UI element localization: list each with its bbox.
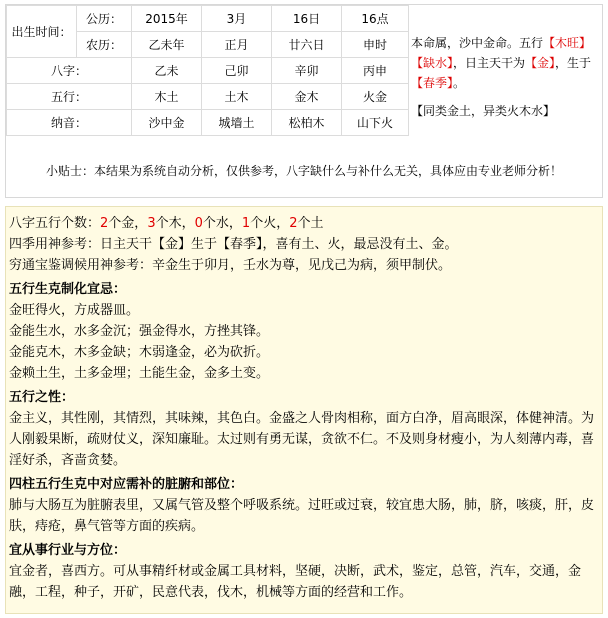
bazi-info-panel <box>5 4 603 198</box>
qiongtong-reference: 穷通宝鉴调候用神参考：辛金生于卯月，壬水为尊，见戊己为病，须甲制伏。 <box>9 258 452 273</box>
table-cell: 己卯 <box>202 58 272 84</box>
count-number: 1 <box>241 216 251 231</box>
table-row <box>7 84 409 110</box>
table-cell: 16日 <box>272 6 342 32</box>
row-label: 八字： <box>7 58 132 84</box>
table-cell: 廿六日 <box>272 32 342 58</box>
row-label: 五行： <box>7 84 132 110</box>
row-label: 农历： <box>77 32 132 58</box>
count-prefix: 八字五行个数： <box>9 216 101 231</box>
table-cell: 2015年 <box>132 6 202 32</box>
count-number: 2 <box>100 216 109 231</box>
section-heading: 五行之性： <box>9 390 75 405</box>
table-cell: 乙未 <box>132 58 202 84</box>
count-number: 0 <box>194 216 203 231</box>
table-cell: 乙未年 <box>132 32 202 58</box>
element-count <box>6 213 602 234</box>
birth-table <box>6 5 409 136</box>
analysis-text: 本命属，沙中金命。五行 <box>411 36 544 50</box>
table-row <box>7 110 409 136</box>
analysis-content <box>5 206 603 614</box>
table-cell: 正月 <box>202 32 272 58</box>
table-cell: 申时 <box>342 32 409 58</box>
rule-line: 金能克木，木多金缺；木弱逢金，必为砍折。 <box>9 345 270 360</box>
table-cell: 金木 <box>272 84 342 110</box>
table-cell: 3月 <box>202 6 272 32</box>
wood-strong-tag: 【木旺】 <box>543 36 592 50</box>
nature-paragraph: 金主义，其性刚，其情烈，其味辣，其色白。金盛之人骨肉相称，面方白净，眉高眼深，体健神清。为人刚毅果断，疏财仗义，深知廉耻。太过则有勇无谋，贪欲不仁。不及则身材瘦小，为人刻薄内毒，喜淫好杀，吝啬贪婪。 <box>9 411 595 468</box>
spring-tag: 【春季】 <box>411 76 454 90</box>
tip-text: 小贴士：本结果为系统自动分析，仅供参考，八字缺什么与补什么无关，具体应由专业老师分析！ <box>45 164 562 178</box>
rule-line: 金能生水，水多金沉；强金得水，方挫其锋。 <box>9 324 270 339</box>
metal-tag: 【金】 <box>525 56 556 70</box>
table-cell: 丙申 <box>342 58 409 84</box>
analysis-text: 。 <box>453 76 466 90</box>
table-cell: 土木 <box>202 84 272 110</box>
section-heading: 四柱五行生克中对应需补的脏腑和部位： <box>9 477 244 492</box>
table-cell: 松柏木 <box>272 110 342 136</box>
analysis-line-1 <box>411 33 599 93</box>
count-unit: 个土 <box>297 216 324 231</box>
section-heading: 宜从事行业与方位： <box>9 543 127 558</box>
table-row <box>7 58 409 84</box>
table-cell: 城墙土 <box>202 110 272 136</box>
count-unit: 个木， <box>155 216 195 231</box>
analysis-text: ，生于 <box>555 56 592 70</box>
rule-line: 金旺得火，方成器皿。 <box>9 303 140 318</box>
table-cell: 沙中金 <box>132 110 202 136</box>
fate-analysis <box>411 33 599 121</box>
count-unit: 个水， <box>202 216 242 231</box>
row-label: 公历： <box>77 6 132 32</box>
lacks-water-tag: 【缺水】 <box>411 56 454 70</box>
rule-line: 金赖土生，土多金埋；土能生金，金多土变。 <box>9 366 270 381</box>
table-cell: 辛卯 <box>272 58 342 84</box>
organs-paragraph: 肺与大肠互为脏腑表里，又属气管及整个呼吸系统。过旺或过衰，较宜患大肠，肺，脐，咳痰，肝，皮肤，痔疮，鼻气管等方面的疾病。 <box>9 498 595 534</box>
analysis-text: ，日主天干为 <box>453 56 526 70</box>
career-paragraph: 宜金者，喜西方。可从事精纤材或金属工具材料，坚硬，决断，武术，鉴定，总管，汽车，交通，金融，工程，种子，开矿，民意代表，伐木，机械等方面的经营和工作。 <box>9 564 582 600</box>
row-label: 纳音： <box>7 110 132 136</box>
section-heading: 五行生克制化宜忌： <box>9 282 127 297</box>
season-reference: 四季用神参考：日主天干【金】生于【春季】，喜有土、火，最忌没有土、金。 <box>9 237 458 252</box>
count-unit: 个金， <box>108 216 148 231</box>
table-cell: 火金 <box>342 84 409 110</box>
count-number: 3 <box>147 216 156 231</box>
birth-time-label: 出生时间： <box>7 6 77 58</box>
table-row <box>7 6 409 32</box>
table-cell: 16点 <box>342 6 409 32</box>
count-number: 2 <box>289 216 298 231</box>
analysis-line-2: 【同类金土，异类火木水】 <box>411 104 556 118</box>
table-cell: 山下火 <box>342 110 409 136</box>
table-cell: 木土 <box>132 84 202 110</box>
count-unit: 个火， <box>250 216 290 231</box>
